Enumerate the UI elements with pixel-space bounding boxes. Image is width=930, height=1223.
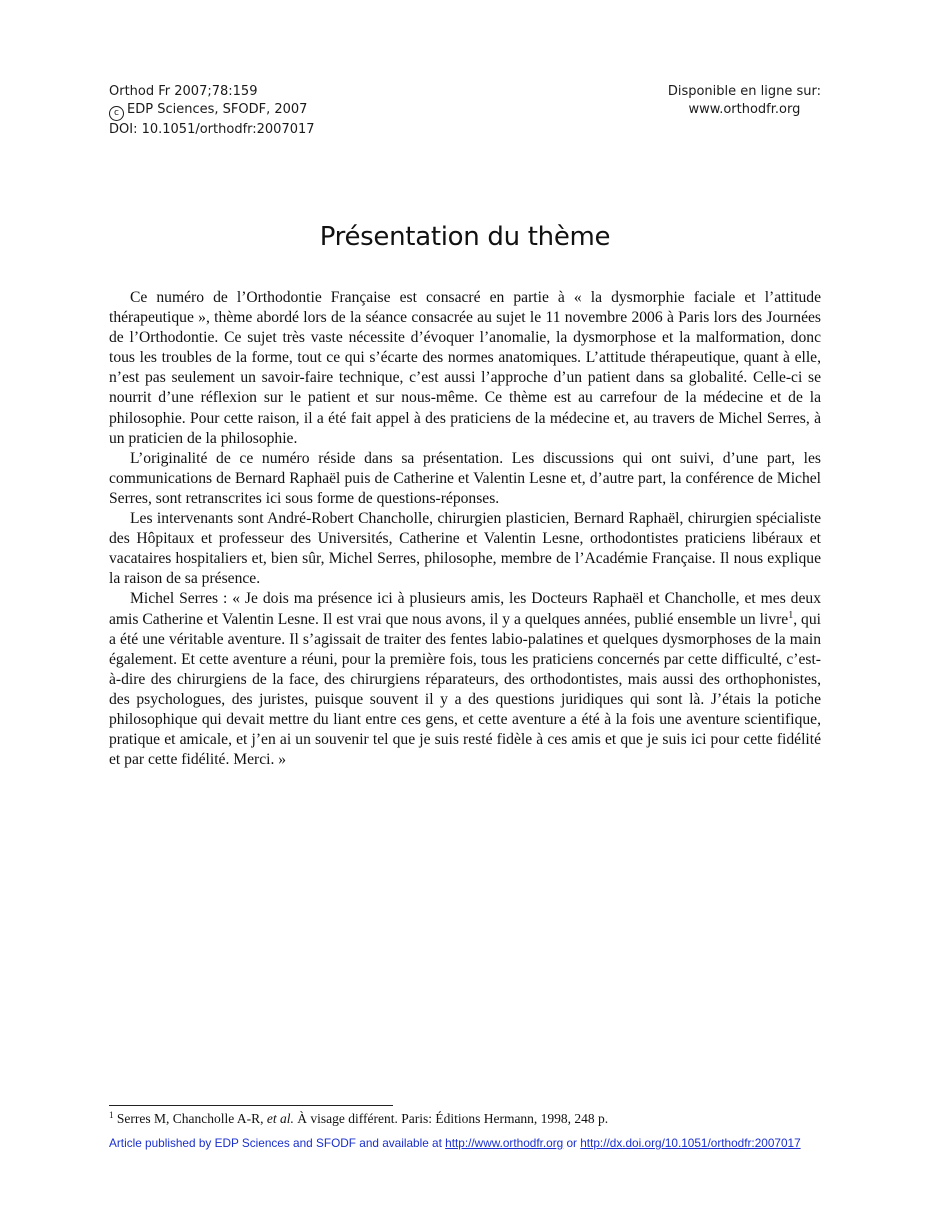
footnote-text-before: Serres M, Chancholle A-R, [116,1111,267,1126]
paragraph-2: L’originalité de ce numéro réside dans sa présentation. Les discussions qui ont suivi, d’une part, les communications de Bernard Raphaël puis de Catherine et Valentin Lesne et, d’autre part, la conférence de Michel Serres, sont retranscrites ici sous forme de questions-réponses. [109,449,821,507]
doi: DOI: 10.1051/orthodfr:2007017 [109,122,315,137]
citation: Orthod Fr 2007;78:159 [109,84,258,99]
article-body [109,288,821,770]
publisher-note-prefix: Article published by EDP Sciences and SFODF and available at [109,1136,446,1150]
doi-link[interactable]: http://dx.doi.org/10.1051/orthodfr:2007017 [580,1136,801,1150]
footnote-text-after: À visage différent. Paris: Éditions Hermann, 1998, 248 p. [293,1111,609,1126]
footnote-divider [109,1105,393,1106]
page-title: Présentation du thème [319,222,611,252]
paragraph-1: Ce numéro de l’Orthodontie Française est consacré en partie à « la dysmorphie faciale et l’attitude thérapeutique », thème abordé lors de la séance consacrée au sujet le 11 novembre 2006 à Paris lors des Journées de l’Orthodontie. Ce sujet très vaste nécessite d’évoquer l’anomalie, la dysmorphose et la malformation, donc tous les troubles de la forme, tout ce qui s’écarte des normes anatomiques. L’attitude thérapeutique, quant à elle, n’est pas seulement un savoir-faire technique, c’est aussi l’approche d’un patient dans sa globalité. Celle-ci se nourrit d’une réflexion sur le patient et sur nous-même. Ce thème est au carrefour de la médecine et de la philosophie. Pour cette raison, il a été fait appel à des praticiens de la médecine et, au travers de Michel Serres, à un praticien de la philosophie. [109,289,821,447]
availability-label: Disponible en ligne sur: [667,84,821,99]
footnote-number: 1 [109,1110,114,1120]
footnote [109,1110,829,1128]
paragraph-4-after-note: , qui a été une véritable aventure. Il s’agissait de traiter des fentes labio-palatines et quelques dysmorphoses de la main également. Et cette aventure a réuni, pour la première fois, tous les praticiens concernés par cette difficulté, c’est-à-dire des chirurgiens de la face, des chirurgiens réparateurs, des orthodontistes, mais aussi des orthophonistes, des psychologues, des juristes, puisque souvent il y a des questions juridiques qui sont là. J’étais la potiche philosophique qui devait mettre du liant entre ces gens, et cette aventure a été à la fois une aventure scientifique, pratique et amicale, et j’en ai un souvenir tel que je suis resté fidèle à ces amis et que je suis ici pour cette fidélité et par cette fidélité. Merci. » [109,610,821,769]
copyright-icon: c [109,106,124,121]
publisher-note-connector: or [563,1136,581,1150]
availability-block [668,83,821,119]
copyright-text: EDP Sciences, SFODF, 2007 [127,102,308,117]
paragraph-4-before-note: Michel Serres : « Je dois ma présence ici à plusieurs amis, les Docteurs Raphaël et Chancholle, et mes deux amis Catherine et Valentin Lesne. Il est vrai que nous avons, il y a quelques années, publié ensemble un livre [109,590,821,628]
footnote-reference[interactable]: 1 [788,609,794,621]
copyright-line [109,101,315,121]
paragraph-3: Les intervenants sont André-Robert Chancholle, chirurgien plasticien, Bernard Raphaël, chirurgien spécialiste des Hôpitaux et professeur des Universités, Catherine et Valentin Lesne, orthodontistes praticiens libéraux et vacataires hospitaliers et, bien sûr, Michel Serres, philosophe, membre de l’Académie Française. Il nous explique la raison de sa présence. [109,510,821,588]
availability-url: www.orthodfr.org [688,102,801,117]
journal-header [109,83,315,139]
paragraph-4 [109,589,821,770]
orthodfr-link[interactable]: http://www.orthodfr.org [445,1136,564,1150]
publisher-note [109,1135,849,1151]
footnote-text-italic: et al. [266,1111,294,1126]
